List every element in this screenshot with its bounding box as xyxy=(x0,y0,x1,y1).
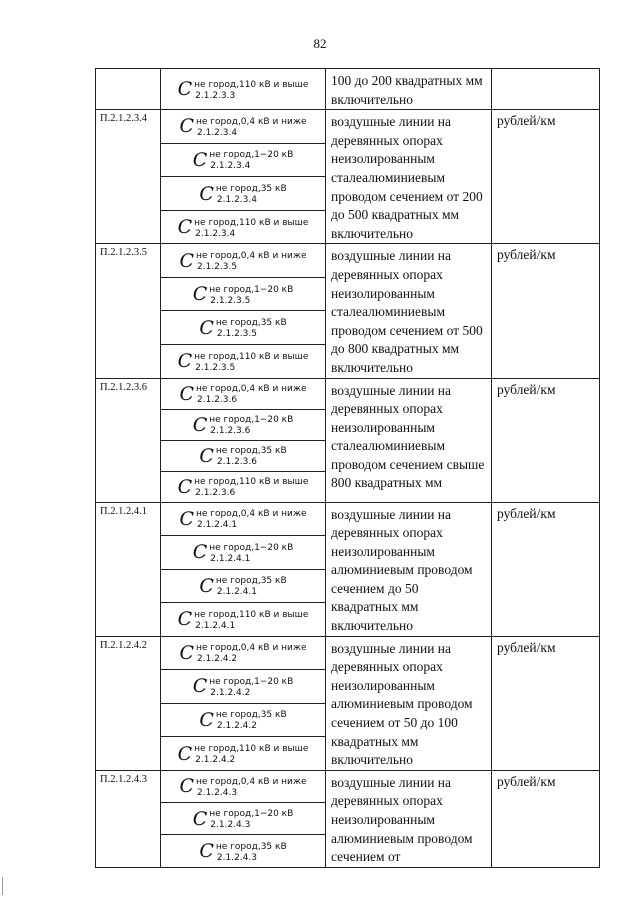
unit-cell xyxy=(492,69,600,110)
description-cell: воздушные линии на деревянных опорах неизолированным сталеалюминиевым проводом сечением от 500 до 800 квадратных мм включительно xyxy=(326,244,492,378)
formula-cell xyxy=(161,737,326,771)
formula-subscript: 2.1.2.4.1 xyxy=(195,620,236,631)
formula-superscript: не город,110 кВ и выше xyxy=(194,744,309,755)
formula-cell xyxy=(161,244,326,278)
cost-symbol: C xyxy=(177,350,193,373)
page-number: 82 xyxy=(313,36,327,51)
table-row xyxy=(96,110,600,144)
formula-cell xyxy=(161,502,326,536)
formula-superscript: не город,1−20 кВ xyxy=(209,415,294,425)
formula-subscript: 2.1.2.3.5 xyxy=(216,329,257,340)
unit-cell: рублей/км xyxy=(492,244,600,378)
formula-superscript: не город,1−20 кВ xyxy=(209,542,294,553)
formula-superscript: не город,0,4 кВ и ниже xyxy=(195,776,307,787)
formula-superscript: не город,0,4 кВ и ниже xyxy=(195,509,307,520)
formula-subscript: 2.1.2.4.1 xyxy=(210,553,251,564)
formula-superscript: не город,35 кВ xyxy=(215,710,287,721)
code-cell xyxy=(96,69,161,110)
rates-table xyxy=(95,68,600,868)
description-cell: 100 до 200 квадратных мм включительно xyxy=(326,69,492,110)
code-cell: П.2.1.2.4.1 xyxy=(96,502,161,636)
formula-subscript: 2.1.2.3.5 xyxy=(195,362,236,373)
formula-superscript: не город,35 кВ xyxy=(215,184,287,195)
formula-cell xyxy=(161,536,326,570)
formula-cell xyxy=(161,177,326,211)
code-cell: П.2.1.2.3.5 xyxy=(96,244,161,378)
formula-cell xyxy=(161,311,326,345)
cost-symbol: C xyxy=(192,541,208,564)
formula-subscript: 2.1.2.3.4 xyxy=(210,161,251,172)
formula-cell xyxy=(161,440,326,471)
description-cell: воздушные линии на деревянных опорах неизолированным алюминиевым проводом сечением до 50 квадратных мм включительно xyxy=(326,502,492,636)
cost-symbol: C xyxy=(179,249,194,272)
cost-symbol: C xyxy=(199,708,214,731)
formula-cell xyxy=(161,344,326,378)
cost-symbol: C xyxy=(177,475,193,498)
formula-subscript: 2.1.2.3.6 xyxy=(196,395,238,405)
cost-symbol: C xyxy=(199,316,214,339)
formula-subscript: 2.1.2.3.5 xyxy=(196,262,238,273)
formula-subscript: 2.1.2.4.2 xyxy=(196,654,238,665)
formula-subscript: 2.1.2.4.1 xyxy=(196,520,238,531)
cost-symbol: C xyxy=(179,641,194,664)
formula-superscript: не город,1−20 кВ xyxy=(209,676,294,687)
cost-symbol: C xyxy=(179,382,194,405)
formula-superscript: не город,35 кВ xyxy=(215,318,287,329)
formula-cell xyxy=(161,703,326,737)
formula-subscript: 2.1.2.4.3 xyxy=(196,787,238,798)
formula-subscript: 2.1.2.3.6 xyxy=(195,488,236,498)
formula-subscript: 2.1.2.4.2 xyxy=(195,755,236,766)
formula-superscript: не город,1−20 кВ xyxy=(209,284,294,295)
formula-superscript: не город,1−20 кВ xyxy=(209,809,294,820)
table-row xyxy=(96,378,600,409)
code-cell: П.2.1.2.4.3 xyxy=(96,770,161,867)
formula-subscript: 2.1.2.4.3 xyxy=(216,852,257,863)
unit-cell: рублей/км xyxy=(492,770,600,867)
unit-cell: рублей/км xyxy=(492,636,600,770)
cost-symbol: C xyxy=(199,840,214,863)
cost-symbol: C xyxy=(177,608,193,631)
formula-cell xyxy=(161,471,326,502)
scan-edge-mark xyxy=(2,877,3,895)
formula-superscript: не город,35 кВ xyxy=(215,841,287,852)
cost-symbol: C xyxy=(199,182,214,205)
formula-cell xyxy=(161,636,326,670)
formula-subscript: 2.1.2.3.4 xyxy=(196,127,238,138)
table-row xyxy=(96,244,600,278)
table-row xyxy=(96,770,600,802)
cost-symbol: C xyxy=(177,742,193,765)
formula-cell xyxy=(161,803,326,835)
cost-symbol: C xyxy=(177,78,193,101)
formula-cell xyxy=(161,143,326,177)
formula-cell xyxy=(161,69,326,110)
formula-cell xyxy=(161,835,326,867)
formula-superscript: не город,35 кВ xyxy=(215,446,287,456)
formula-cell xyxy=(161,603,326,637)
formula-superscript: не город,110 кВ и выше xyxy=(194,477,309,487)
formula-subscript: 2.1.2.4.2 xyxy=(216,721,257,732)
cost-symbol: C xyxy=(192,675,208,698)
unit-cell: рублей/км xyxy=(492,378,600,502)
formula-cell xyxy=(161,110,326,144)
formula-subscript: 2.1.2.3.3 xyxy=(195,90,236,101)
formula-cell xyxy=(161,409,326,440)
formula-cell xyxy=(161,277,326,311)
formula-cell xyxy=(161,770,326,802)
formula-cell xyxy=(161,569,326,603)
formula-superscript: не город,0,4 кВ и ниже xyxy=(195,251,307,262)
formula-superscript: не город,1−20 кВ xyxy=(209,150,294,161)
code-cell: П.2.1.2.3.6 xyxy=(96,378,161,502)
formula-cell xyxy=(161,210,326,244)
unit-cell: рублей/км xyxy=(492,110,600,244)
description-cell: воздушные линии на деревянных опорах неизолированным алюминиевым проводом сечением от xyxy=(326,770,492,867)
table-row xyxy=(96,502,600,536)
cost-symbol: C xyxy=(179,507,194,530)
table-row xyxy=(96,636,600,670)
cost-symbol: C xyxy=(192,807,208,830)
cost-symbol: C xyxy=(192,283,208,306)
formula-subscript: 2.1.2.3.4 xyxy=(216,195,257,206)
unit-cell: рублей/км xyxy=(492,502,600,636)
formula-superscript: не город,35 кВ xyxy=(215,576,287,587)
code-cell: П.2.1.2.4.2 xyxy=(96,636,161,770)
formula-subscript: 2.1.2.3.6 xyxy=(216,457,257,467)
cost-symbol: C xyxy=(192,413,208,436)
cost-symbol: C xyxy=(179,115,194,138)
code-cell: П.2.1.2.3.4 xyxy=(96,110,161,244)
formula-subscript: 2.1.2.4.2 xyxy=(210,687,251,698)
formula-cell xyxy=(161,378,326,409)
formula-superscript: не город,0,4 кВ и ниже xyxy=(195,116,307,127)
formula-superscript: не город,0,4 кВ и ниже xyxy=(195,643,307,654)
cost-symbol: C xyxy=(177,216,193,239)
cost-symbol: C xyxy=(199,574,214,597)
cost-symbol: C xyxy=(179,775,194,798)
formula-superscript: не город,110 кВ и выше xyxy=(194,609,309,620)
formula-subscript: 2.1.2.3.4 xyxy=(195,228,236,239)
table-row xyxy=(96,69,600,110)
formula-subscript: 2.1.2.3.6 xyxy=(210,426,251,436)
formula-superscript: не город,0,4 кВ и ниже xyxy=(195,384,307,394)
formula-superscript: не город,110 кВ и выше xyxy=(194,79,309,90)
formula-cell xyxy=(161,670,326,704)
cost-symbol: C xyxy=(192,148,208,171)
description-cell: воздушные линии на деревянных опорах неизолированным сталеалюминиевым проводом сечением свыше 800 квадратных мм xyxy=(326,378,492,502)
formula-subscript: 2.1.2.4.1 xyxy=(216,587,257,598)
formula-subscript: 2.1.2.4.3 xyxy=(210,820,251,831)
formula-superscript: не город,110 кВ и выше xyxy=(194,351,309,362)
cost-symbol: C xyxy=(199,444,214,467)
formula-superscript: не город,110 кВ и выше xyxy=(194,217,309,228)
description-cell: воздушные линии на деревянных опорах неизолированным алюминиевым проводом сечением от 50 до 100 квадратных мм включительно xyxy=(326,636,492,770)
formula-subscript: 2.1.2.3.5 xyxy=(210,295,251,306)
description-cell: воздушные линии на деревянных опорах неизолированным сталеалюминиевым проводом сечением от 200 до 500 квадратных мм включительно xyxy=(326,110,492,244)
